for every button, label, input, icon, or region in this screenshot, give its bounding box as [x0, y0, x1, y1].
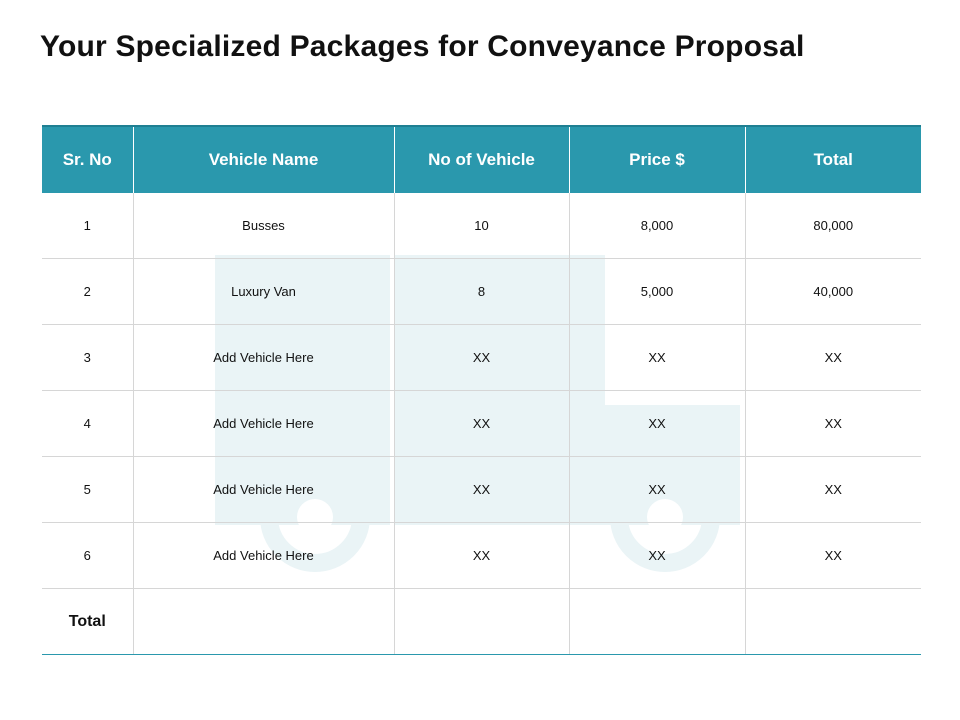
cell-no-of-vehicle: 10 [394, 193, 569, 259]
cell-vehicle-name: Add Vehicle Here [133, 391, 394, 457]
cell-vehicle-name: Add Vehicle Here [133, 325, 394, 391]
table-row [42, 325, 921, 391]
cell-total: XX [745, 523, 921, 589]
column-header-price: Price $ [569, 126, 745, 193]
cell-total: XX [745, 457, 921, 523]
cell-sr-no: 6 [42, 523, 133, 589]
table-row [42, 391, 921, 457]
total-cell-no-of-vehicle [394, 589, 569, 655]
table-row [42, 457, 921, 523]
total-row [42, 589, 921, 655]
cell-no-of-vehicle: XX [394, 523, 569, 589]
cell-price: XX [569, 457, 745, 523]
total-cell-total [745, 589, 921, 655]
column-header-sr-no: Sr. No [42, 126, 133, 193]
cell-price: XX [569, 391, 745, 457]
cell-total: 80,000 [745, 193, 921, 259]
table-header [42, 126, 921, 193]
cell-sr-no: 4 [42, 391, 133, 457]
table-row [42, 193, 921, 259]
cell-vehicle-name: Busses [133, 193, 394, 259]
cell-vehicle-name: Add Vehicle Here [133, 457, 394, 523]
column-header-no-of-vehicle: No of Vehicle [394, 126, 569, 193]
cell-price: XX [569, 523, 745, 589]
table-row [42, 523, 921, 589]
cell-price: 5,000 [569, 259, 745, 325]
cell-total: 40,000 [745, 259, 921, 325]
cell-sr-no: 3 [42, 325, 133, 391]
table-row [42, 259, 921, 325]
column-header-vehicle-name: Vehicle Name [133, 126, 394, 193]
cell-sr-no: 2 [42, 259, 133, 325]
cell-total: XX [745, 391, 921, 457]
column-header-total: Total [745, 126, 921, 193]
page-title: Your Specialized Packages for Conveyance Proposal [40, 30, 805, 63]
cell-no-of-vehicle: XX [394, 325, 569, 391]
cell-no-of-vehicle: 8 [394, 259, 569, 325]
total-cell-vehicle-name [133, 589, 394, 655]
vehicle-table [42, 125, 921, 655]
cell-no-of-vehicle: XX [394, 391, 569, 457]
total-cell-price [569, 589, 745, 655]
cell-price: XX [569, 325, 745, 391]
cell-sr-no: 1 [42, 193, 133, 259]
total-label: Total [42, 589, 133, 655]
cell-price: 8,000 [569, 193, 745, 259]
cell-total: XX [745, 325, 921, 391]
cell-vehicle-name: Add Vehicle Here [133, 523, 394, 589]
cell-sr-no: 5 [42, 457, 133, 523]
cell-vehicle-name: Luxury Van [133, 259, 394, 325]
cell-no-of-vehicle: XX [394, 457, 569, 523]
vehicle-table-container [42, 125, 921, 655]
